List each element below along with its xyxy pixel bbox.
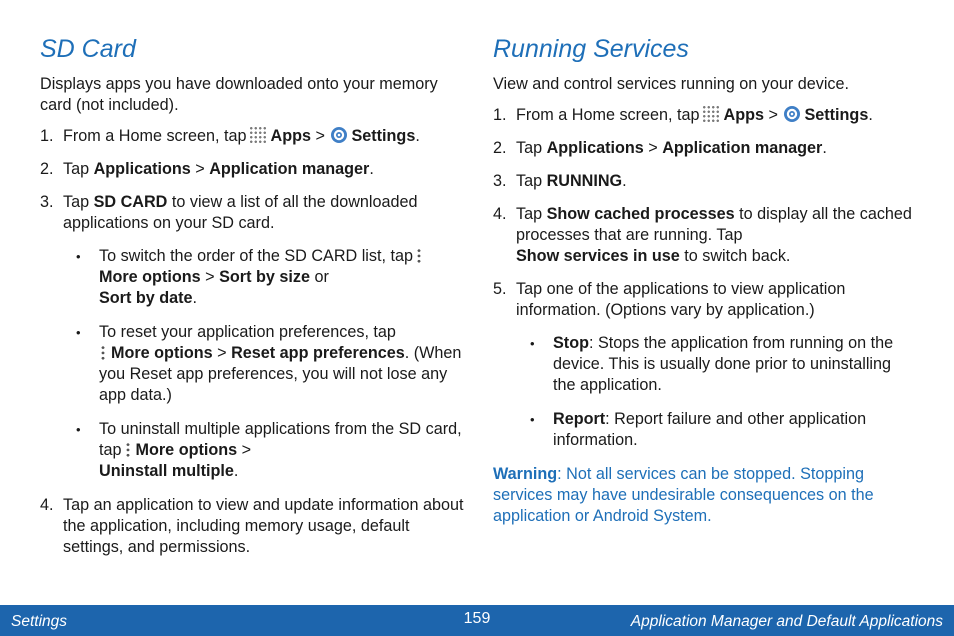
step-4: 4. Tap an application to view and update information about the application, including memory usage, default settings, and permissions. — [40, 496, 464, 556]
more-options-icon — [126, 442, 130, 458]
page-number: 159 — [463, 610, 491, 627]
step-1: 1. From a Home screen, tap Apps > Settings. — [40, 127, 420, 145]
step-5: 5. Tap one of the applications to view application information. (Options vary by application.) — [493, 280, 846, 319]
footer-chapter-title: Application Manager and Default Applications — [630, 613, 943, 630]
step-3: 3. Tap RUNNING. — [493, 172, 627, 190]
bullet-sort: • To switch the order of the SD CARD list, tapMore options > Sort by size or Sort by date. — [40, 246, 465, 309]
more-options-icon — [417, 248, 421, 264]
bullet-reset: • To reset your application preferences, tap More options > Reset app preferences. (When you Reset app preferences, you will not lose any app data.) — [76, 323, 462, 404]
settings-gear-icon — [330, 126, 348, 144]
section-title-sd-card: SD Card — [40, 35, 136, 63]
step-2: 2. Tap Applications > Application manager. — [40, 160, 374, 178]
step-1: 1. From a Home screen, tap Apps > Settings. — [493, 106, 873, 124]
apps-grid-icon — [702, 105, 720, 123]
left-column — [40, 33, 465, 570]
bullet-stop: • Stop: Stops the application from running on the device. This is usually done prior to uninstalling the application. — [530, 334, 894, 394]
apps-grid-icon — [249, 126, 267, 144]
step-4: 4. Tap Show cached processes to display all the cached processes that are running. Tap Show services in use to switch back. — [493, 205, 912, 265]
section-title-running-services: Running Services — [493, 35, 689, 63]
settings-gear-icon — [783, 105, 801, 123]
intro-text: Displays apps you have downloaded onto your memory card (not included). — [40, 75, 438, 114]
bullet-uninstall: • To uninstall multiple applications from the SD card, tap More options > Uninstall multiple. — [76, 420, 462, 480]
step-2: 2. Tap Applications > Application manager. — [493, 139, 827, 157]
right-column — [493, 33, 913, 527]
page-footer — [0, 605, 954, 636]
bullet-report: • Report: Report failure and other application information. — [530, 410, 867, 449]
more-options-icon — [101, 345, 105, 361]
footer-section-label: Settings — [11, 613, 68, 630]
step-3: 3. Tap SD CARD to view a list of all the downloaded applications on your SD card. — [40, 193, 418, 232]
warning-note: Warning: Not all services can be stopped. Stopping services may have undesirable consequences on the application or Android System. — [493, 465, 874, 525]
intro-text: View and control services running on your device. — [493, 75, 850, 93]
